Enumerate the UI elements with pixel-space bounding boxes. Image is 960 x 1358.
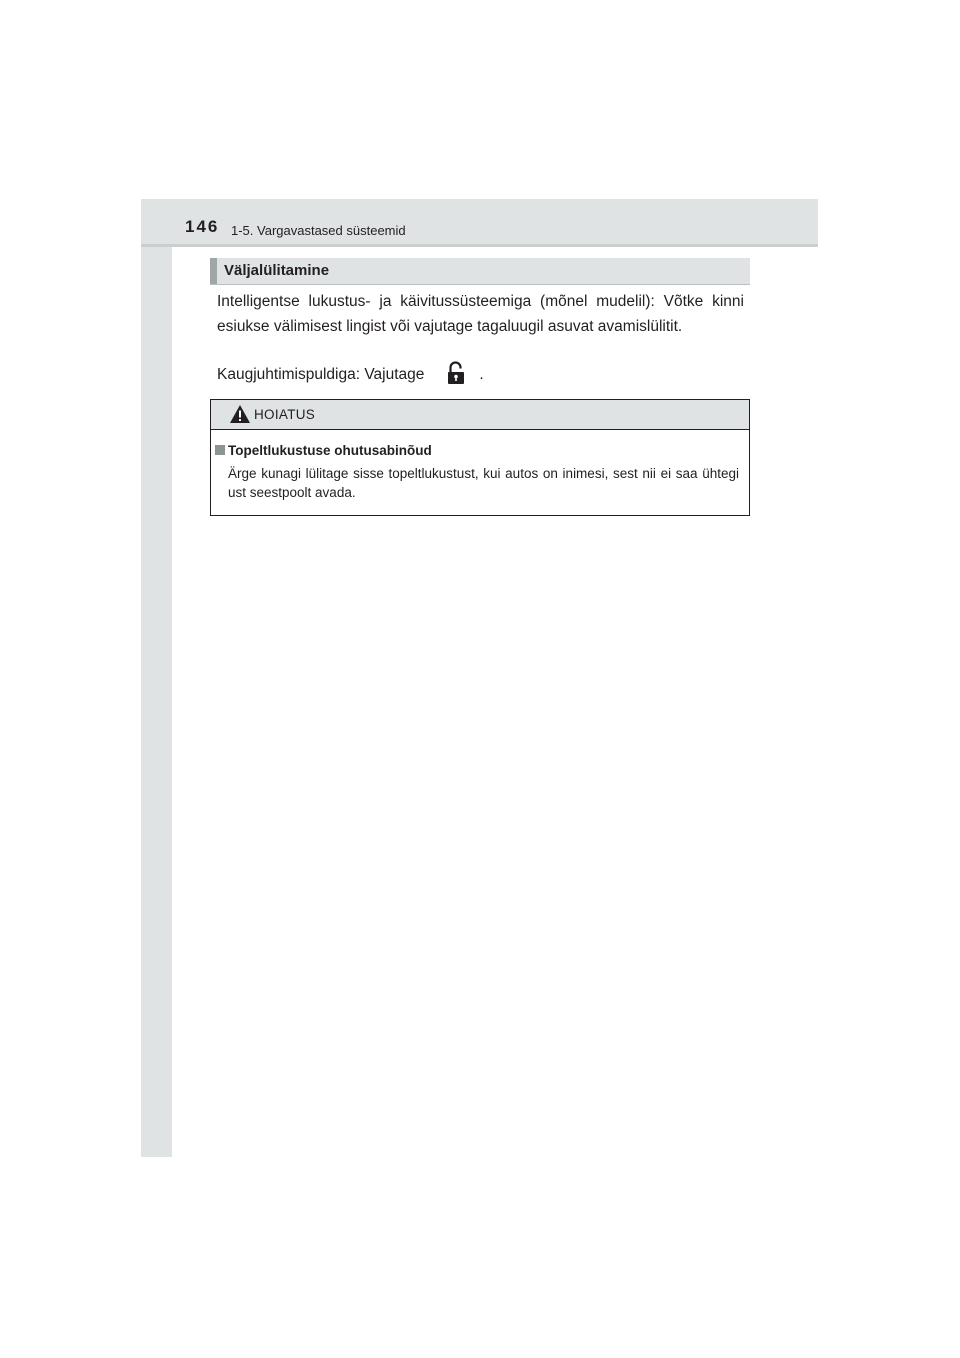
warning-text: Ärge kunagi lülitage sisse topeltlukustust, kui autos on inimesi, sest nii ei saa ühtegi ust seestpoolt avada. xyxy=(228,466,739,500)
section-heading-label: Väljalülitamine xyxy=(224,262,330,279)
section-heading-rule xyxy=(210,284,750,285)
warning-header xyxy=(211,400,749,430)
body-paragraph: Intelligentse lukustus- ja käivitussüsteemiga (mõnel mudelil): Võtke kinni esiukse välimisest lingist või vajutage tagaluugil asuvat avamislülitit. xyxy=(217,293,744,335)
page-side-band xyxy=(141,199,172,1157)
unlock-icon xyxy=(447,361,465,385)
warning-subheading-text: Topeltlukustuse ohutusabinõud xyxy=(228,443,432,458)
chapter-title: 1-5. Vargavastased süsteemid xyxy=(231,223,406,238)
square-bullet-icon xyxy=(215,445,225,455)
warning-subheading xyxy=(215,443,432,458)
remote-instruction xyxy=(217,361,484,387)
header-rule xyxy=(141,244,818,247)
remote-instruction-text: Kaugjuhtimispuldiga: Vajutage xyxy=(217,366,425,383)
warning-triangle-icon xyxy=(229,404,251,424)
section-heading xyxy=(210,258,750,285)
warning-box xyxy=(210,399,750,516)
warning-label: HOIATUS xyxy=(254,407,316,422)
page-number: 146 xyxy=(185,217,220,236)
remote-instruction-period: . xyxy=(479,366,484,383)
